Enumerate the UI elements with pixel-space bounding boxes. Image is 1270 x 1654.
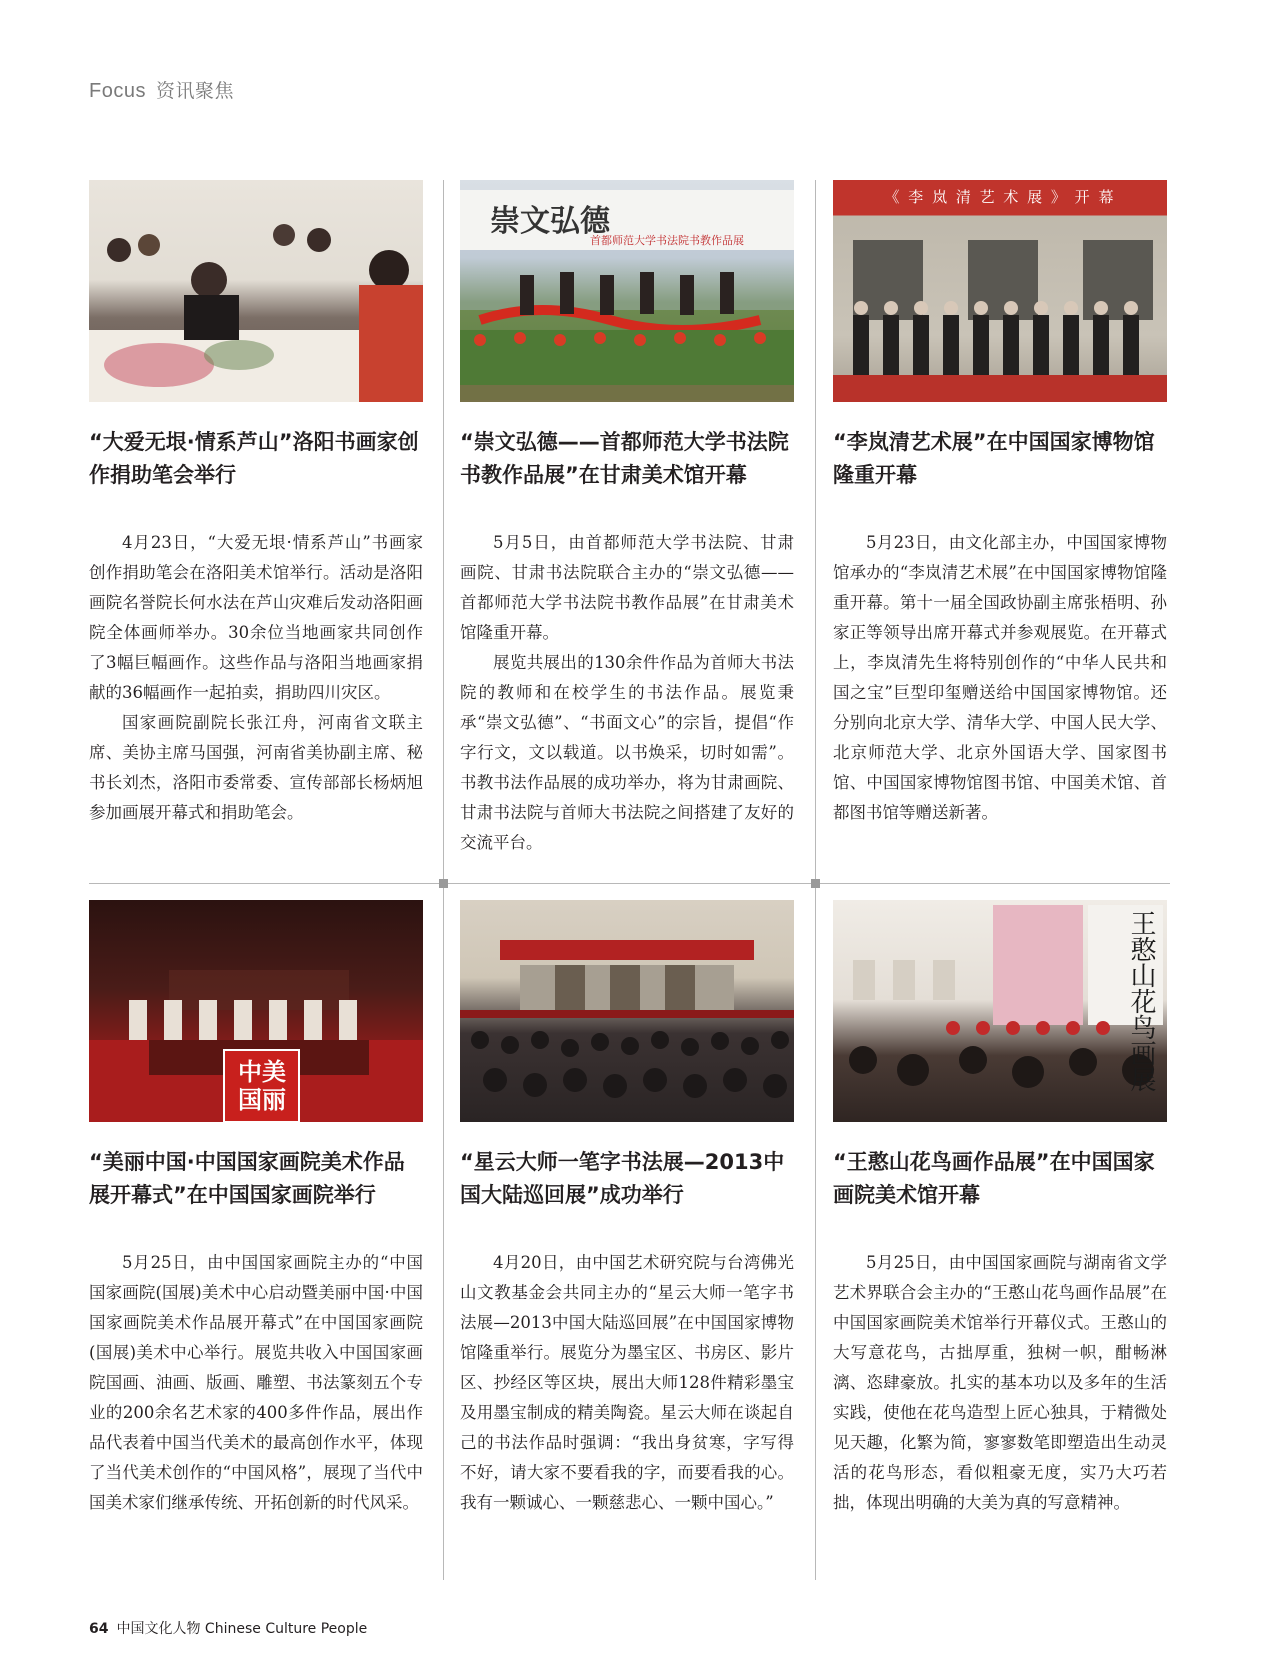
article-paragraph: 5月25日，由中国国家画院与湖南省文学艺术界联合会主办的“王憨山花鸟画作品展”在中国国家画院美术馆举行开幕仪式。王憨山的大写意花鸟，古拙厚重，独树一帜，酣畅淋漓、恣肆豪放。扎实的基本功以及多年的生活实践，使他在花鸟造型上匠心独具，于精微处见天趣，化繁为简，寥寥数笔即塑造出生动灵活的花鸟形态，看似粗豪无度，实乃大巧若拙，体现出明确的大美为真的写意精神。 [833, 1253, 1167, 1512]
article-wang-hanshan [833, 900, 1167, 1518]
magazine-name: 中国文化人物 Chinese Culture People [116, 1621, 368, 1637]
section-header-en: Focus [89, 80, 146, 102]
banner-text: 《 李 岚 清 艺 术 展 》 开 幕 [884, 188, 1116, 206]
article-title: “崇文弘德——首都师范大学书法院书教作品展”在甘肃美术馆开幕 [460, 430, 789, 487]
article-paragraph: 展览共展出的130余件作品为首师大书法院的教师和在校学生的书法作品。展览秉承“崇文弘德”、“书面文心”的宗旨，提倡“作字行文，文以载道。以书焕采，切时如需”。书教书法作品展的成功举办，将为甘肃画院、甘肃书法院与首师大书法院之间搭建了友好的交流平台。 [460, 653, 794, 852]
article-title: “大爱无垠·情系芦山”洛阳书画家创作捐助笔会举行 [89, 430, 419, 487]
banner-calligraphy: 崇文弘德 [490, 204, 610, 239]
ribbon-cutting-photo [460, 180, 794, 402]
article-title: “李岚清艺术展”在中国国家博物馆隆重开幕 [833, 430, 1155, 487]
article-body [460, 528, 794, 858]
page-number: 64 [89, 1621, 109, 1637]
article-title: “王憨山花鸟画作品展”在中国国家画院美术馆开幕 [833, 1150, 1155, 1207]
article-title: “星云大师一笔字书法展—2013中国大陆巡回展”成功举行 [460, 1150, 785, 1207]
article-xingyun-calligraphy [460, 900, 794, 1518]
article-luoyang-charity [89, 180, 423, 828]
row-divider [89, 883, 1170, 884]
article-photo [833, 180, 1167, 402]
article-photo [460, 900, 794, 1122]
article-body [460, 1248, 794, 1518]
hall-audience-photo [460, 900, 794, 1122]
page-footer [89, 1618, 367, 1638]
article-body [833, 1248, 1167, 1518]
museum-opening-photo [833, 180, 1167, 402]
divider-marker [811, 879, 820, 888]
divider-marker [439, 879, 448, 888]
article-paragraph: 4月23日，“大爱无垠·情系芦山”书画家创作捐助笔会在洛阳美术馆举行。活动是洛阳画院名誉院长何水法在芦山灾难后发动洛阳画院全体画师举办。30余位当地画家共同创作了3幅巨幅画作。这些作品与洛阳当地画家捐献的36幅画作一起拍卖，捐助四川灾区。 [89, 533, 423, 702]
section-header [89, 76, 234, 103]
article-paragraph: 5月5日，由首都师范大学书法院、甘肃画院、甘肃书法院联合主办的“崇文弘德——首都师范大学书法院书教作品展”在甘肃美术馆隆重开幕。 [460, 533, 794, 642]
poster-calligraphy: 王憨山花鸟画展 [1126, 910, 1156, 1092]
article-paragraph: 5月23日，由文化部主办，中国国家博物馆承办的“李岚清艺术展”在中国国家博物馆隆重开幕。第十一届全国政协副主席张梧明、孙家正等领导出席开幕式并参观展览。在开幕式上，李岚清先生将特别创作的“中华人民共和国之宝”巨型印玺赠送给中国国家博物馆。还分别向北京大学、清华大学、中国人民大学、北京师范大学、北京外国语大学、国家图书馆、中国国家博物馆图书馆、中国美术馆、首都图书馆等赠送新著。 [833, 533, 1167, 822]
banner-subtitle: 首都师范大学书法院书教作品展 [590, 234, 744, 247]
article-title: “美丽中国·中国国家画院美术作品展开幕式”在中国国家画院举行 [89, 1150, 405, 1207]
article-beautiful-china [89, 900, 423, 1518]
article-photo [833, 900, 1167, 1122]
article-body [89, 1248, 423, 1518]
painting-session-photo [89, 180, 423, 402]
article-paragraph: 4月20日，由中国艺术研究院与台湾佛光山文教基金会共同主办的“星云大师一笔字书法展—2013中国大陆巡回展”在中国国家博物馆隆重举行。展览分为墨宝区、书房区、影片区、抄经区等区块，展出大师128件精彩墨宝及用墨宝制成的精美陶瓷。星云大师在谈起自己的书法作品时强调：“我出身贫寒，字写得不好，请大家不要看我的字，而要看我的心。我有一颗诚心、一颗慈悲心、一颗中国心。” [460, 1253, 794, 1512]
article-body [89, 528, 423, 828]
article-photo [460, 180, 794, 402]
article-body [833, 528, 1167, 828]
article-paragraph: 国家画院副院长张江舟，河南省文联主席、美协主席马国强，河南省美协副主席、秘书长刘杰，洛阳市委常委、宣传部部长杨炳旭参加画展开幕式和捐助笔会。 [89, 713, 423, 822]
article-capital-normal-univ [460, 180, 794, 858]
logo-text: 中美国丽 [238, 1058, 286, 1114]
article-paragraph: 5月25日，由中国国家画院主办的“中国国家画院(国展)美术中心启动暨美丽中国·中国国家画院美术作品展开幕式”在中国国家画院(国展)美术中心举行。展览共收入中国国家画院国画、油画、版画、雕塑、书法篆刻五个专业的200余名艺术家的400多件作品，展出作品代表着中国当代美术的最高创作水平，体现了当代美术创作的“中国风格”，展现了当代中国美术家们继承传统、开拓创新的时代风采。 [89, 1253, 423, 1512]
article-li-lanqing-exhibition [833, 180, 1167, 828]
article-photo [89, 900, 423, 1122]
section-header-cn: 资讯聚焦 [155, 80, 234, 102]
article-photo [89, 180, 423, 402]
